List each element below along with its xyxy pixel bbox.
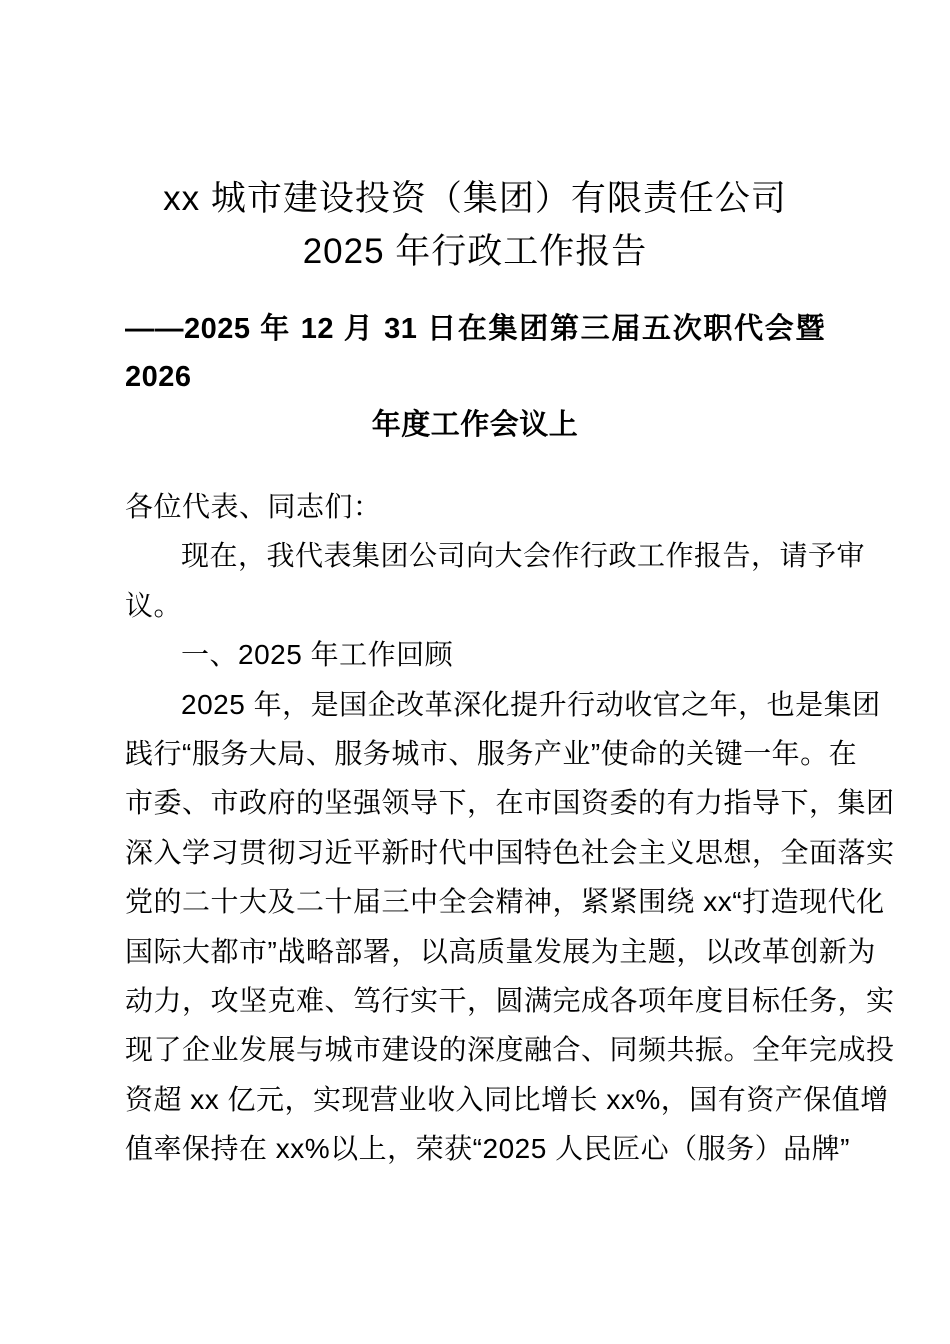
body-line: 2025 年，是国企改革深化提升行动收官之年，也是集团 bbox=[181, 688, 881, 720]
document-body bbox=[125, 482, 895, 1174]
document-title-line-1: xx 城市建设投资（集团）有限责任公司 bbox=[163, 179, 787, 218]
document-subtitle-line-1: ——2025 年 12 月 31 日在集团第三届五次职代会暨 2026 bbox=[125, 313, 825, 393]
body-line: 国际大都市”战略部署，以高质量发展为主题，以改革创新为 bbox=[125, 935, 876, 967]
body-line: 现在，我代表集团公司向大会作行政工作报告，请予审 bbox=[181, 540, 866, 572]
document-title bbox=[125, 172, 825, 278]
body-line: 市委、市政府的坚强领导下，在市国资委的有力指导下，集团 bbox=[125, 787, 895, 819]
body-line: 值率保持在 xx%以上，荣获“2025 人民匠心（服务）品牌” bbox=[125, 1133, 850, 1165]
body-line: 资超 xx 亿元，实现营业收入同比增长 xx%，国有资产保值增 bbox=[125, 1083, 889, 1115]
body-line: 深入学习贯彻习近平新时代中国特色社会主义思想，全面落实 bbox=[125, 836, 895, 868]
body-line: 议。 bbox=[125, 589, 183, 621]
body-line: 动力，攻坚克难、笃行实干，圆满完成各项年度目标任务，实 bbox=[125, 985, 895, 1017]
body-line: 现了企业发展与城市建设的深度融合、同频共振。全年完成投 bbox=[125, 1034, 895, 1066]
body-line: 践行“服务大局、服务城市、服务产业”使命的关键一年。在 bbox=[125, 738, 858, 770]
body-line: 一、2025 年工作回顾 bbox=[181, 639, 454, 671]
body-line: 党的二十大及二十届三中全会精神，紧紧围绕 xx“打造现代化 bbox=[125, 886, 885, 918]
document-subtitle-line-2: 年度工作会议上 bbox=[371, 409, 579, 441]
body-line: 各位代表、同志们： bbox=[125, 491, 382, 522]
document-subtitle bbox=[125, 305, 825, 449]
document-title-line-2: 2025 年行政工作报告 bbox=[302, 232, 648, 271]
